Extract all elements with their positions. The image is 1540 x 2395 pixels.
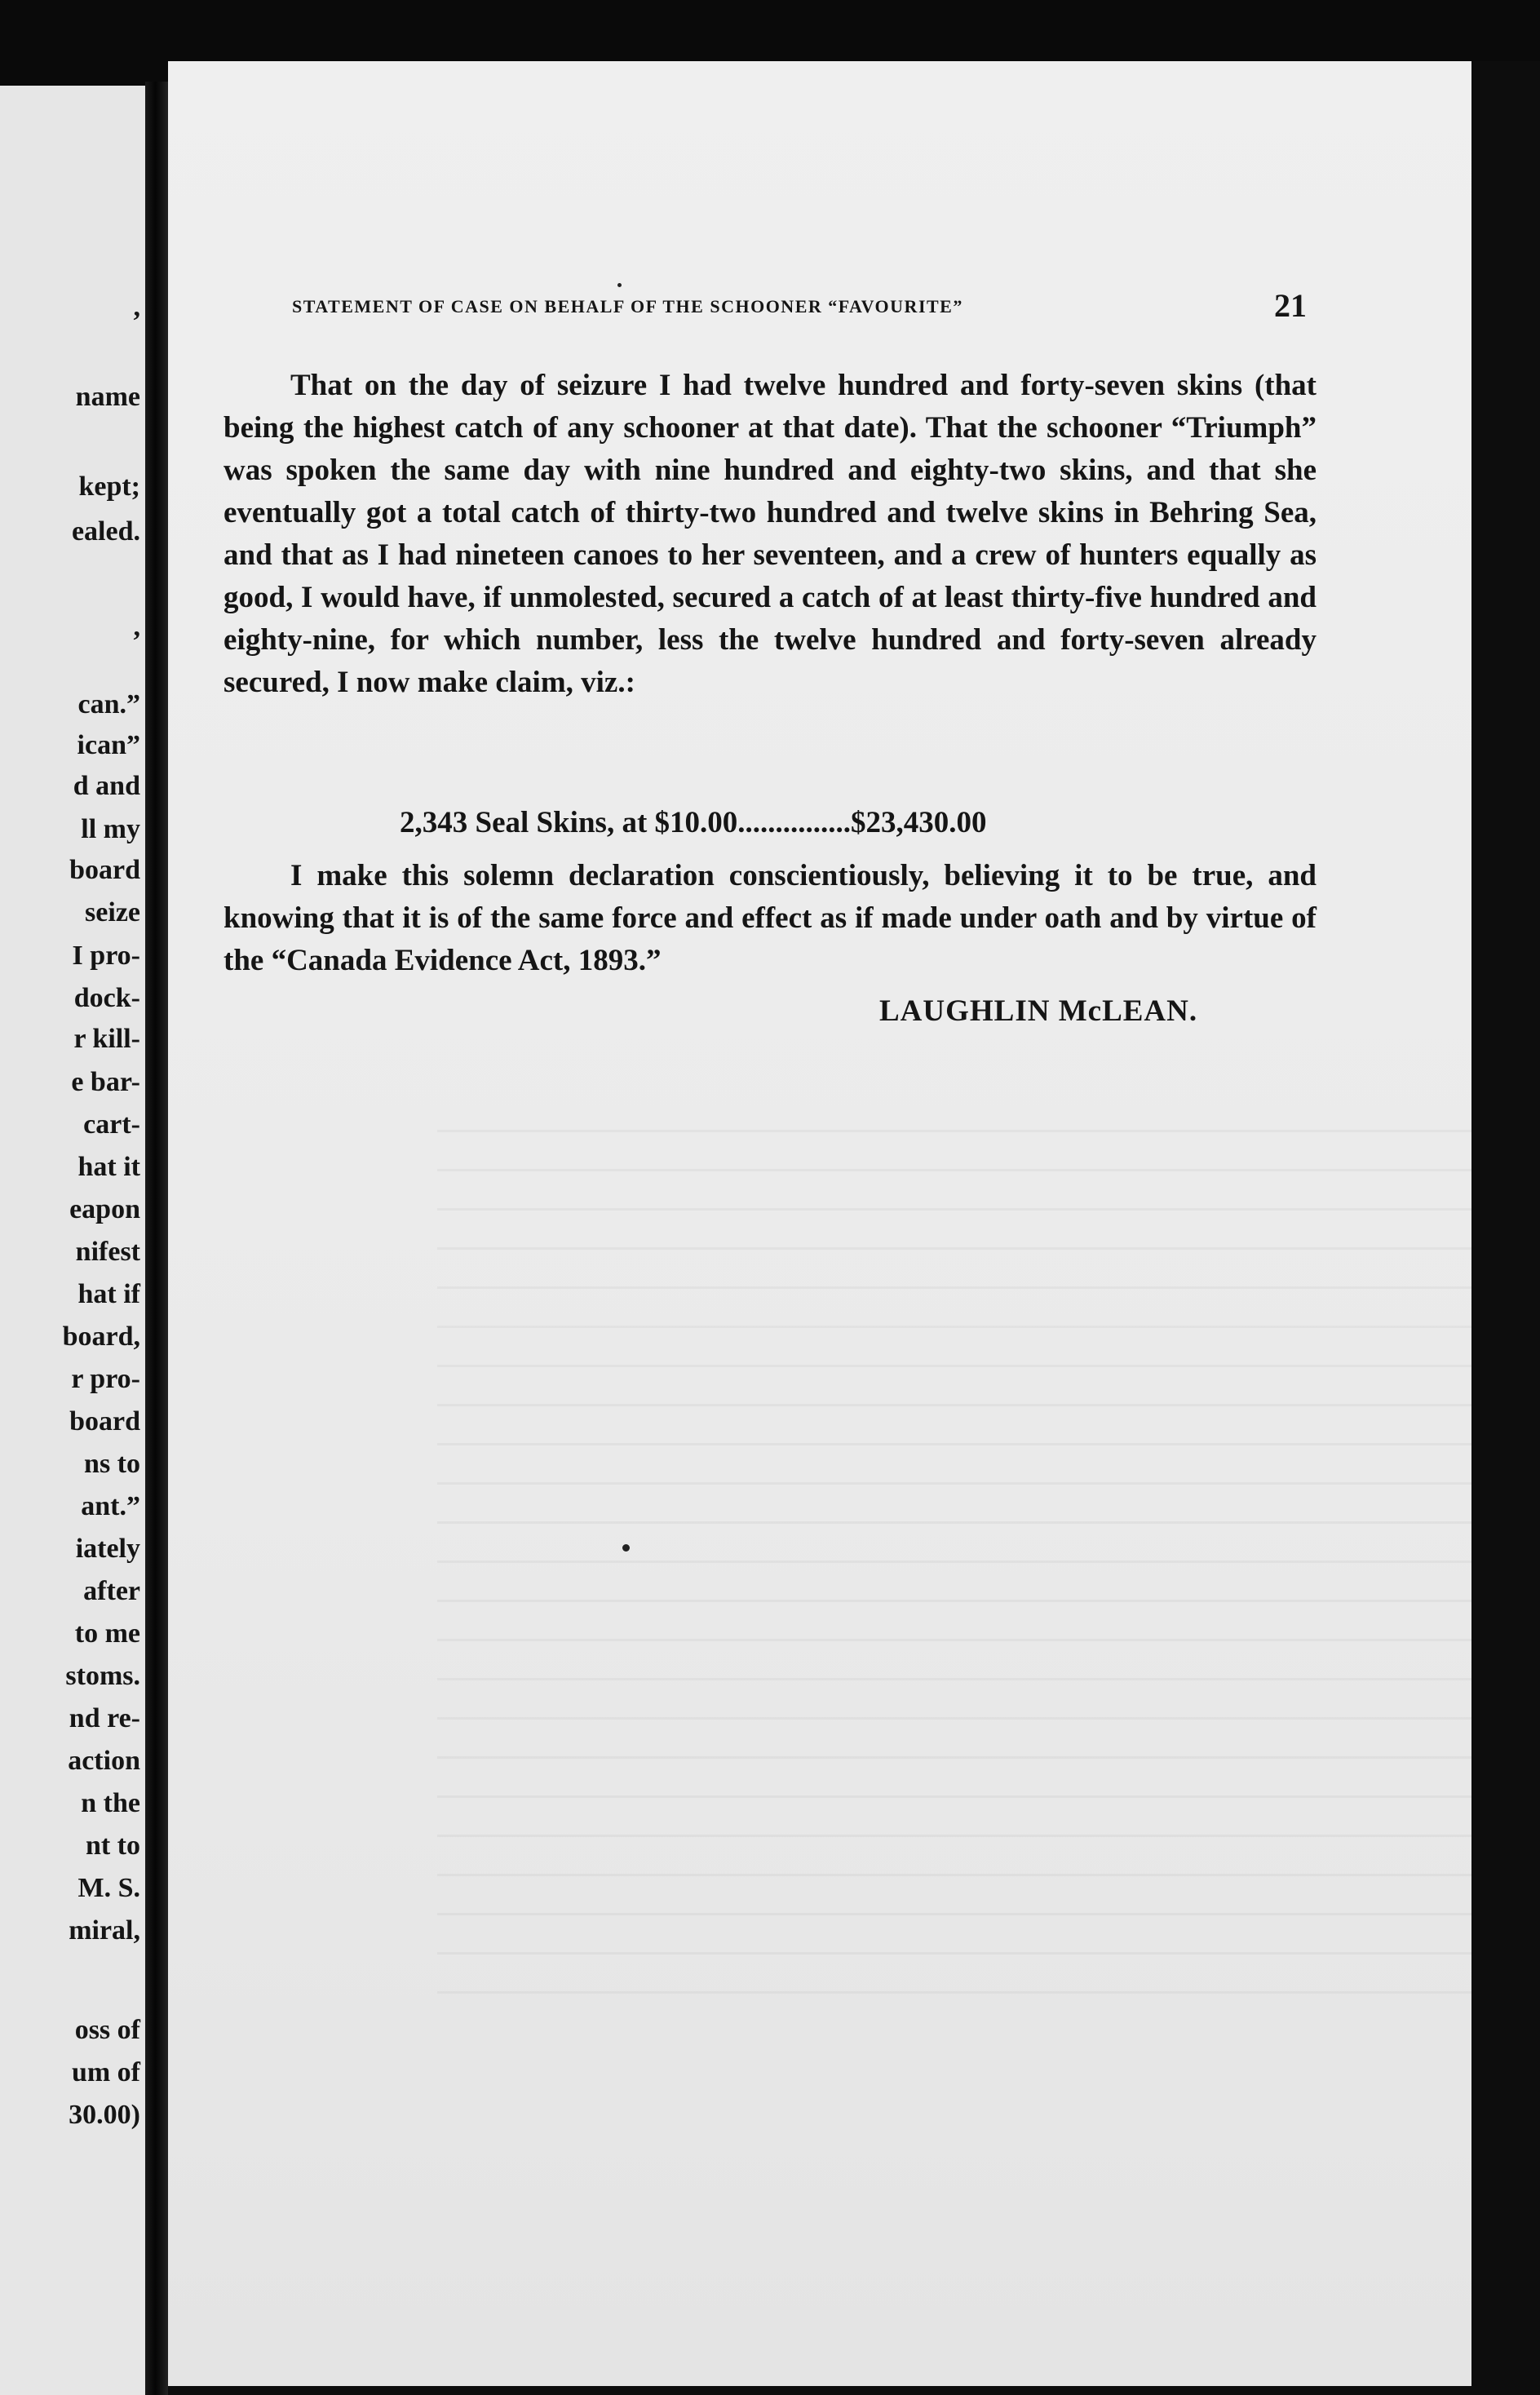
- left-page-line: nt to: [85, 1831, 140, 1861]
- left-page-line: I pro-: [72, 941, 140, 971]
- left-page-line: to me: [74, 1618, 140, 1649]
- scan-border-bottom: [168, 2386, 1540, 2395]
- left-page-line: board,: [62, 1321, 140, 1352]
- left-page-line: ,: [133, 292, 140, 322]
- left-page-line: kept;: [78, 471, 140, 502]
- declaration-paragraph: I make this solemn declaration conscientiously, believing it to be true, and knowing that it is of the same force and effect as if made under oath and by virtue of the “Canada Evidence Act, 1893.”: [223, 859, 1317, 977]
- left-page-line: seize: [85, 897, 140, 927]
- statement-body: [223, 365, 1317, 704]
- left-page-line: ican”: [77, 730, 140, 760]
- previous-page-fragment: [0, 86, 145, 2395]
- left-page-line: n the: [81, 1788, 140, 1818]
- left-page-line: M. S.: [77, 1873, 140, 1903]
- left-page-line: um of: [71, 2057, 140, 2087]
- left-page-line: board: [69, 1406, 140, 1437]
- left-page-line: nifest: [75, 1237, 140, 1267]
- left-page-line: ant.”: [81, 1491, 140, 1521]
- left-page-line: hat if: [77, 1279, 140, 1309]
- left-page-line: ,: [133, 612, 140, 642]
- scan-border-right: [1471, 61, 1540, 2395]
- left-page-line: e bar-: [71, 1067, 140, 1097]
- left-page-line: eapon: [69, 1194, 140, 1224]
- left-page-line: iately: [75, 1534, 140, 1564]
- left-page-line: stoms.: [65, 1661, 140, 1691]
- left-page-line: r kill-: [73, 1024, 140, 1054]
- ink-speck: [617, 283, 622, 287]
- declaration-text: [223, 855, 1317, 982]
- left-page-line: name: [75, 382, 140, 412]
- left-page-line: after: [83, 1576, 140, 1606]
- left-page-line: hat it: [77, 1152, 140, 1182]
- left-page-line: r pro-: [71, 1364, 140, 1394]
- page-number: 21: [1274, 287, 1307, 324]
- left-page-line: miral,: [69, 1915, 140, 1946]
- left-page-line: d and: [73, 771, 140, 801]
- left-page-line: oss of: [74, 2015, 140, 2045]
- claim-amount-line: 2,343 Seal Skins, at $10.00...............$23,430.00: [400, 806, 987, 839]
- running-header: STATEMENT OF CASE ON BEHALF OF THE SCHOONER “FAVOURITE”: [292, 296, 963, 317]
- left-page-line: dock-: [73, 983, 140, 1013]
- left-page-line: action: [68, 1746, 140, 1776]
- left-page-line: ll my: [81, 814, 140, 844]
- ink-speck: [622, 1544, 630, 1552]
- left-page-line: can.”: [77, 689, 140, 719]
- left-page-line: ns to: [84, 1449, 140, 1479]
- left-page-line: 30.00): [69, 2100, 140, 2130]
- show-through-text: [437, 1130, 1498, 2027]
- left-page-line: cart-: [83, 1109, 140, 1140]
- claim-paragraph: That on the day of seizure I had twelve hundred and forty-seven skins (that being the highest catch of any schooner at that date). That the schooner “Triumph” was spoken the same day with nine hundred and eighty-two skins, and that she eventually got a total catch of thirty-two hundred and twelve skins in Behring Sea, and that as I had nineteen canoes to her seventeen, and a crew of hunters equally as good, I would have, if unmolested, secured a catch of at least thirty-five hundred and eighty-nine, for which number, less the twelve hundred and forty-seven already secured, I now make claim, viz.:: [223, 369, 1317, 699]
- left-page-line: nd re-: [69, 1703, 140, 1733]
- left-page-line: board: [69, 855, 140, 885]
- book-gutter: [145, 82, 168, 2395]
- left-page-line: ealed.: [71, 516, 140, 547]
- signature: LAUGHLIN McLEAN.: [879, 994, 1198, 1028]
